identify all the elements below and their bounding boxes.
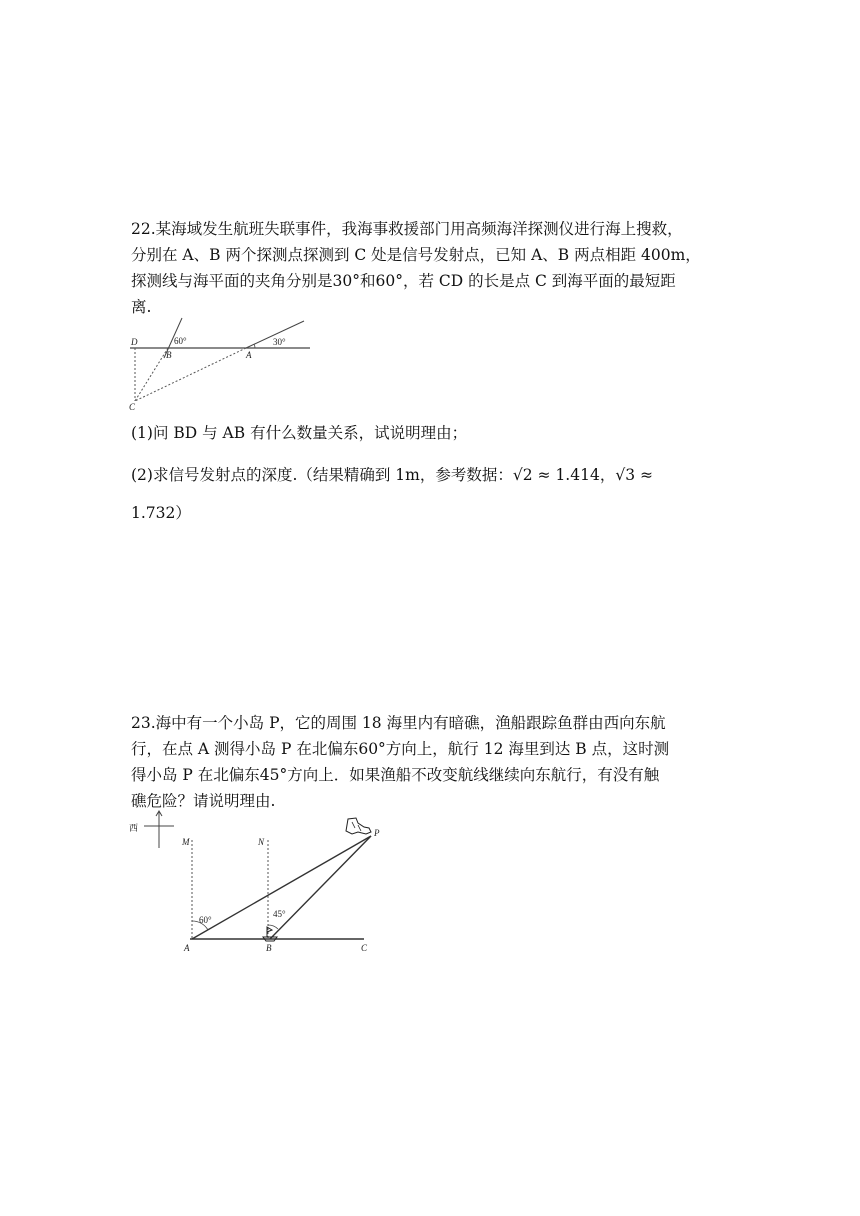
q22-line-2: 分别在 A、B 两个探测点探测到 C 处是信号发射点，已知 A、B 两点相距 400m， (131, 246, 701, 264)
line-ap (192, 836, 371, 939)
q22-part1 (131, 420, 731, 446)
q23-line-4: 礁危险？请说明理由. (131, 792, 276, 810)
q22-statement (131, 216, 731, 320)
label-d: D (131, 337, 138, 347)
north-compass-icon (144, 811, 174, 848)
q23-line-1: 23.海中有一个小岛 P，它的周围 18 海里内有暗礁，渔船跟踪鱼群由西向东航 (131, 714, 666, 732)
label-b: B (166, 350, 172, 360)
q22-part2-line-2: 1.732） (131, 504, 191, 522)
west-label: 西 (129, 824, 139, 834)
label-a: A (246, 350, 252, 360)
label-a: A (184, 943, 190, 953)
q22-part2 (131, 456, 731, 532)
q22-line-4: 离. (131, 298, 152, 316)
angle-label-a: 60° (199, 915, 212, 925)
label-c: C (129, 402, 136, 412)
dashed-ac (135, 348, 246, 401)
line-bp (270, 836, 371, 939)
q22-part1-text: (1)问 BD 与 AB 有什么数量关系，试说明理由； (131, 424, 468, 442)
q23-line-3: 得小岛 P 在北偏东45°方向上．如果渔船不改变航线继续向东航行，有没有触 (131, 766, 660, 784)
angle-label-a: 30° (273, 337, 286, 347)
q22-part2-line-1: (2)求信号发射点的深度.（结果精确到 1m，参考数据：√2 ≈ 1.414，√3 ≈ (131, 466, 653, 484)
q23-figure (126, 810, 380, 956)
angle-label-b: 60° (174, 336, 187, 346)
q22-line-3: 探测线与海平面的夹角分别是30°和60°，若 CD 的长是点 C 到海平面的最短距 (131, 272, 676, 290)
q23-statement (131, 710, 731, 814)
label-b: B (266, 943, 272, 953)
label-m: M (182, 837, 190, 847)
label-c: C (361, 943, 368, 953)
angle-arc-a (254, 344, 255, 348)
q23-line-2: 行，在点 A 测得小岛 P 在北偏东60°方向上，航行 12 海里到达 B 点，这时测 (131, 740, 670, 758)
q22-figure (128, 316, 314, 414)
label-p: P (374, 828, 380, 838)
label-n: N (258, 837, 265, 847)
q22-line-1: 22.某海域发生航班失联事件，我海事救援部门用高频海洋探测仪进行海上搜救， (131, 220, 683, 238)
island-icon (346, 818, 371, 834)
angle-label-b: 45° (273, 909, 286, 919)
